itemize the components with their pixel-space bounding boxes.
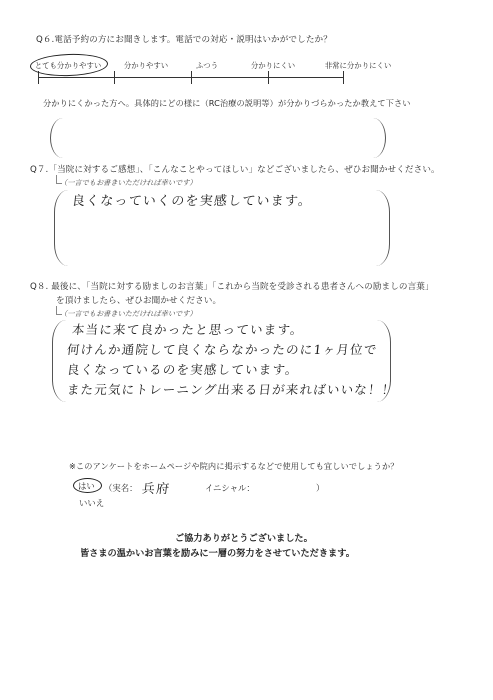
scale-option-very-hard[interactable]: 非常に分かりにくい xyxy=(324,61,392,70)
consent-close-paren: ） xyxy=(316,483,325,493)
scale-option-hard[interactable]: 分かりにくい xyxy=(250,61,296,70)
scale-option-very-easy[interactable]: とても分かりやすい xyxy=(34,61,102,70)
q6-question: Q６.電話予約の方にお聞きします。電話での対応・説明はいかがでしたか？ xyxy=(36,35,332,45)
scale-option-normal[interactable]: ふつう xyxy=(195,61,219,70)
q7-connector xyxy=(56,175,57,183)
q8-answer-line-4: また元気にトレーニング出来る日が来ればいいな！！ xyxy=(66,382,397,397)
consent-yes-circle xyxy=(73,478,102,493)
q8-answer-line-2: 何けんか通院して良くならなかったのに1ヶ月位で xyxy=(66,342,379,357)
closing-thanks: ご協力ありがとうございました。 xyxy=(175,533,313,544)
initial-label: イニシャル： xyxy=(205,483,255,493)
selected-option-circle xyxy=(30,53,109,78)
consent-question: ※このアンケートをホームページや院内に掲示するなどで使用しても宜しいでしょうか？ xyxy=(69,461,399,471)
closing-message: 皆さまの温かいお言葉を励みに一層の努力をさせていただきます。 xyxy=(80,548,355,559)
q8-question-line1: Q８. 最後に、「当院に対する励ましのお言葉」「これから当院を受診される患者さんへの励ましの言葉」 xyxy=(30,282,434,292)
real-name-value: 兵府 xyxy=(141,482,171,497)
q7-note: （一言でもお書きいただければ幸いです） xyxy=(60,178,197,187)
real-name-label: （実名： xyxy=(104,483,138,493)
q6-followup: 分かりにくかった方へ。具体的にどの様に（RC治療の説明等）が分かりづらかったか教えて下さい xyxy=(43,98,411,108)
scale-option-easy[interactable]: 分かりやすい xyxy=(123,61,169,70)
q7-question: Q７.「当院に対するご感想」、「こんなことやってほしい」などございましたら、ぜひお聞かせください。 xyxy=(30,165,440,175)
q8-connector xyxy=(56,306,57,314)
consent-no-option[interactable]: いいえ xyxy=(79,498,105,508)
q8-note: （一言でもお書きいただければ幸いです） xyxy=(60,309,197,318)
q8-answer-line-1: 本当に来て良かったと思っています。 xyxy=(71,322,305,337)
q8-answer-line-3: 良くなっているのを実感しています。 xyxy=(66,362,300,377)
q6-answer-box[interactable] xyxy=(50,118,386,158)
scale-tick xyxy=(114,71,115,84)
consent-yes-option[interactable]: はい xyxy=(78,481,95,491)
scale-tick xyxy=(191,71,192,84)
scale-tick xyxy=(343,71,344,84)
q7-handwritten-answer: 良くなっていくのを実感しています。 xyxy=(71,194,313,209)
scale-tick xyxy=(268,71,269,84)
q8-question-line2: を頂けましたら、ぜひお聞かせください。 xyxy=(56,296,222,306)
